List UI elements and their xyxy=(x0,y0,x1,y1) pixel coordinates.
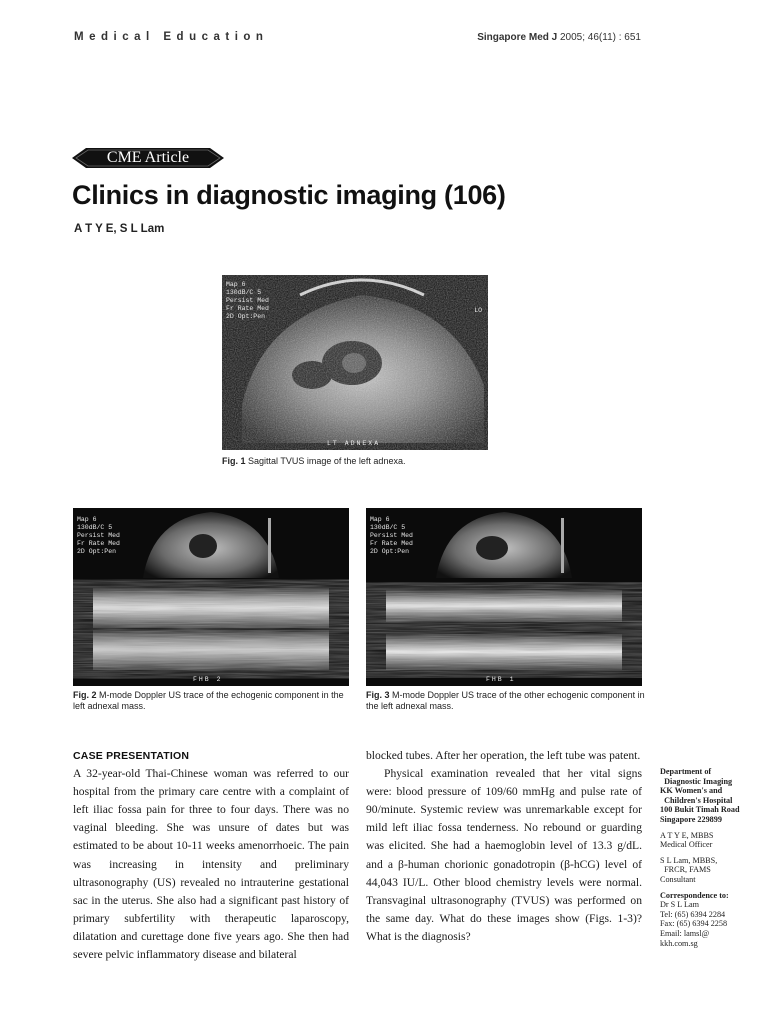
badge-label: CME Article xyxy=(106,149,190,166)
figure-1-caption xyxy=(222,456,522,467)
dept-line-5: 100 Bukit Timah Road xyxy=(660,805,740,815)
correspondence-block xyxy=(660,891,770,949)
fig1-settings-overlay: Map 6 130dB/C 5 Persist Med Fr Rate Med 2D Opt:Pen xyxy=(226,281,269,320)
author-2-role: Consultant xyxy=(660,874,696,884)
correspondence-tel: Tel: (65) 6394 2284 xyxy=(660,909,726,919)
author-2-name: S L Lam, MBBS, xyxy=(660,855,718,865)
author-1-name: A T Y E, MBBS xyxy=(660,830,714,840)
correspondence-email-1: Email: lamsl@ xyxy=(660,928,710,938)
department-block xyxy=(660,767,770,825)
figure-1-image xyxy=(222,275,488,450)
dept-line-4: Children's Hospital xyxy=(664,795,733,805)
figure-2-image xyxy=(73,508,349,686)
fig2-settings-overlay: Map 6 130dB/C 5 Persist Med Fr Rate Med 2D Opt:Pen xyxy=(77,516,120,555)
dept-line-6: Singapore 229899 xyxy=(660,814,722,824)
correspondence-fax: Fax: (65) 6394 2258 xyxy=(660,919,728,929)
dept-line-2: Diagnostic Imaging xyxy=(664,776,733,786)
body-column-2 xyxy=(366,747,642,946)
dept-line-3: KK Women's and xyxy=(660,786,723,796)
author-2-quals: FRCR, FAMS xyxy=(664,865,711,875)
body-column-1 xyxy=(73,747,349,964)
section-header: Medical Education xyxy=(74,31,269,43)
fig1-bottom-label: LT ADNEXA xyxy=(327,440,381,447)
figure-2-caption xyxy=(73,690,353,712)
author-affiliation-sidebar xyxy=(660,767,770,954)
correspondence-name: Dr S L Lam xyxy=(660,900,700,910)
author-2-block xyxy=(660,856,770,885)
author-1-role: Medical Officer xyxy=(660,840,713,850)
fig2-caption-text: M-mode Doppler US trace of the echogenic component in the left adnexal mass. xyxy=(73,690,344,711)
journal-name: Singapore Med J xyxy=(477,32,558,43)
paragraph-continuation: blocked tubes. After her operation, the left tube was patent. xyxy=(366,749,641,762)
citation: 2005; 46(11) : 651 xyxy=(560,32,641,43)
author-line: A T Y E, S L Lam xyxy=(74,223,165,235)
fig1-caption-label: Fig. 1 xyxy=(222,456,246,466)
figure-3-image xyxy=(366,508,642,686)
fig1-caption-text: Sagittal TVUS image of the left adnexa. xyxy=(248,456,406,466)
fig3-caption-label: Fig. 3 xyxy=(366,690,390,700)
journal-citation xyxy=(477,32,641,43)
fig2-caption-label: Fig. 2 xyxy=(73,690,97,700)
correspondence-heading: Correspondence to: xyxy=(660,890,729,900)
cme-article-badge xyxy=(72,144,224,172)
fig3-bottom-label: FHB 1 xyxy=(486,676,516,683)
author-1-block xyxy=(660,831,770,850)
dept-line-1: Department of xyxy=(660,767,712,776)
correspondence-email-2: kkh.com.sg xyxy=(660,938,698,948)
article-title: Clinics in diagnostic imaging (106) xyxy=(72,180,506,210)
fig1-side-label: LO xyxy=(474,307,482,314)
fig3-settings-overlay: Map 6 130dB/C 5 Persist Med Fr Rate Med 2D Opt:Pen xyxy=(370,516,413,555)
section-heading: CASE PRESENTATION xyxy=(73,750,190,762)
fig2-bottom-label: FHB 2 xyxy=(193,676,223,683)
figure-3-caption xyxy=(366,690,646,712)
paragraph-examination: Physical examination revealed that her vital signs were: blood pressure of 109/60 mmHg and pulse rate of 90/minute. Systemic review was unremarkable except for mild left iliac fossa tenderness. No rebound or guarding was elicited. She had a haemoglobin level of 13.3 g/dL. and a β-human chorionic gonadotropin (β-hCG) level of 44,043 IU/L. Other blood chemistry levels were normal. Transvaginal ultrasonography (TVUS) was performed on the same day. What do these images show (Figs. 1-3)? What is the diagnosis? xyxy=(366,767,642,943)
paragraph-case: A 32-year-old Thai-Chinese woman was referred to our hospital from the primary care centre with a complaint of left iliac fossa pain for three to four days. There was no vaginal bleeding. She was unsure of dates but was estimated to be about 10-11 weeks amenorrhoeic. The pain was increasing in intensity and preliminary ultrasonography (US) revealed no intrauterine gestational sac in the uterus. She also had a significant past history of primary subfertility with therapeutic laparoscopy, dilatation and curettage done five years ago. She then had severe pelvic inflammatory disease and bilateral xyxy=(73,767,349,962)
fig3-caption-text: M-mode Doppler US trace of the other echogenic component in the left adnexal mass. xyxy=(366,690,645,711)
